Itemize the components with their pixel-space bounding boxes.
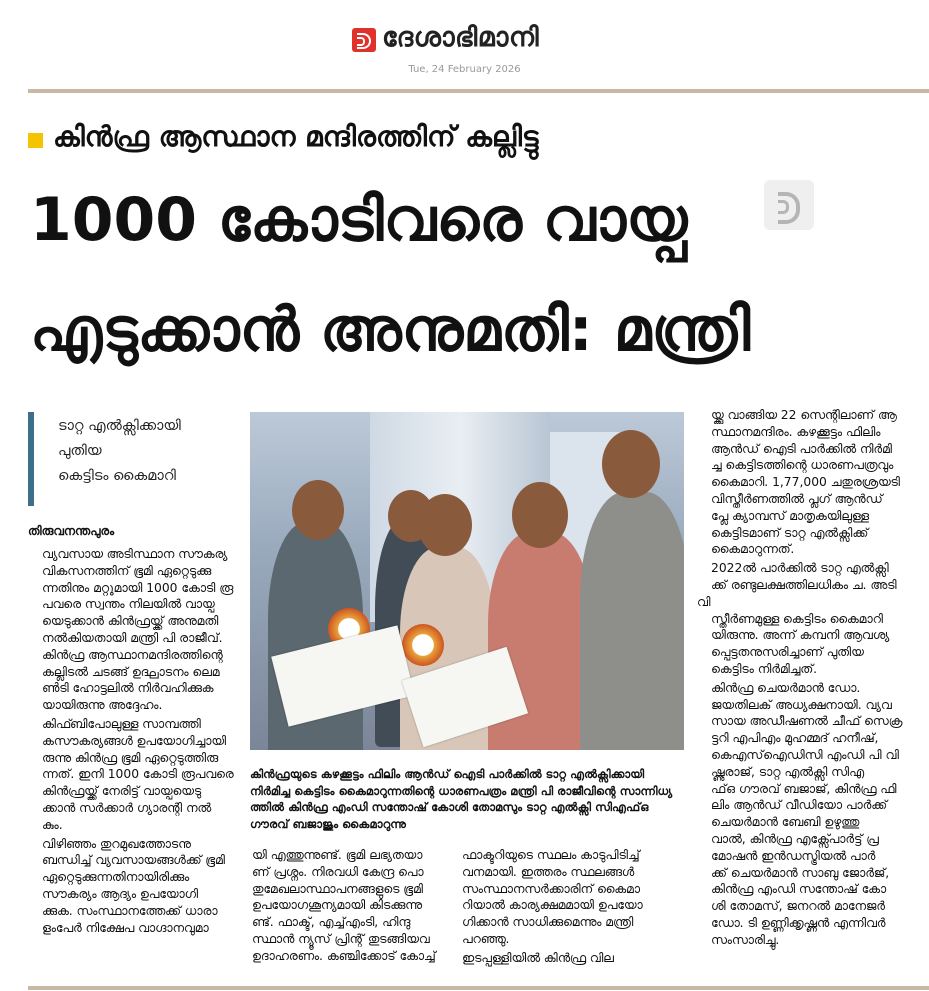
text-line: സംസ്ഥാനസർക്കാരിന് കൈമാ [462,881,640,896]
text-line: കസൗകര്യങ്ങൾ ഉപയോഗിച്ചായി [42,733,227,748]
body-column-3 [448,847,696,969]
photo-person-head [292,480,344,540]
photo-caption [250,766,690,832]
text-line: കിൻഫ്ര എംഡി സന്തോഷ് കോ [711,882,887,897]
text-line: മോഷൻ ഇൻഡസ്ട്രിയൽ പാർ [711,848,876,863]
text-line: ക്ക് രണ്ടുലക്ഷത്തിലധികം ച. അടി വി [697,577,897,609]
text-line: ശി തോമസ്, ജനറൽ മാനേജർ [711,899,885,914]
text-line: ഷ്ണുരാജ്, ടാറ്റ എൽക്സി സിഎ [711,764,864,779]
text-line: യായിരുന്നു അദ്ദേഹം. [42,698,163,713]
body-column-2 [238,847,470,967]
text-line: ഫാക്ടറിയുടെ സ്ഥലം കാടുപിടിച്ച് [462,848,640,862]
text-line: ഗിക്കാൻ സാധിക്കുമെന്നും മന്ത്രി [462,915,634,930]
text-line: നൽകിയതായി മന്ത്രി പി രാജീവ്. [42,630,223,645]
text-line: കെട്ടിടം നിർമിച്ചത്. [711,661,818,676]
article-photo [250,412,684,750]
watermark-logo-icon [764,180,814,230]
text-line: ഫ്ഒ ഗൗരവ് ബജാജ്, കിൻഫ്ര ഫി [711,781,897,796]
text-line: പ്പെട്ടതനുസരിച്ചാണ് പുതിയ [711,645,864,660]
deck-line: പുതിയ [58,443,102,459]
paragraph [448,950,696,967]
body-column-1 [28,546,250,938]
text-line: സ്ഥാനമന്ദിരം. കഴക്കൂട്ടം ഫിലിം [711,424,881,439]
text-line: കെട്ടിടമാണ് ടാറ്റ എൽക്സിക്ക് [711,525,869,540]
text-line: ജയതിലക് അധ്യക്ഷനായി. വ്യവ [711,697,892,712]
text-line: കിൻഫ്ര ചെയർമാൻ ഡോ. [711,680,861,695]
text-line: ൺടി ഹോട്ടലിൽ നിർവഹിക്കുക [42,681,214,696]
text-line: ട്ടറി എപിഎം മുഹമ്മദ് ഹനീഷ്, [711,731,879,746]
text-line: കിൻഫ്ര ആസ്ഥാനമന്ദിരത്തിന്റെ [42,647,223,662]
article-kicker: കിൻഫ്ര ആസ്ഥാന മന്ദിരത്തിന് കല്ലിട്ടു [53,120,539,153]
caption-line: ഗൗരവ് ബജാജും കൈമാറുന്നു [250,816,407,831]
headline-line-1: 1000 കോടിവരെ വായ്പ [30,185,688,255]
photo-person-head [512,482,568,548]
text-line: രുന്നു കിൻഫ്ര ഭൂമി ഏറ്റെടുത്തിരു [42,750,219,765]
text-line: ആൻഡ് ഐടി പാർക്കിൽ നിർമി [711,441,892,456]
kicker-marker-icon [28,133,43,148]
photo-person-head [418,494,472,556]
text-line: വാൽ, കിൻഫ്ര എക്സ്പോർട്ട് പ്ര [711,831,879,846]
text-line: വിഴിഞ്ഞം തുറമുഖത്തോടനു [42,836,191,851]
paragraph [697,407,912,558]
text-line: ന്നത്. ഇനി 1000 കോടി രൂപവരെ [42,767,234,782]
text-line: കൈമാറുന്നത്. [711,542,795,557]
brand-name[interactable]: ദേശാഭിമാനി [382,22,540,53]
text-line: യെടുക്കാൻ കിൻഫ്രയ്ക്ക് അനുമതി [42,614,219,629]
text-line: സ്തീർണമുള്ള കെട്ടിടം കൈമാറി [711,611,883,626]
dateline: തിരുവനന്തപുരം [28,524,115,538]
text-line: 2022ൽ പാർക്കിൽ ടാറ്റ എൽക്സി [711,561,889,576]
text-line: ഏറ്റെടുക്കുന്നതിനായിരിക്കും [42,870,190,885]
article-deck [58,414,243,489]
photo-badge [402,624,444,666]
text-line: കൈമാറി. 1,77,000 ചതുരശ്രയടി [711,475,900,490]
body-column-4 [697,407,912,951]
text-line: സൗകര്യം ആദ്യം ഉപയോഗി [42,886,199,901]
text-line: റിയാൽ കാര്യക്ഷമമായി ഉപയോ [462,898,643,913]
text-line: ക്കാൻ സർക്കാർ ഗ്യാരന്റി നൽ [42,800,212,815]
text-line: ക്കുക. സംസ്ഥാനത്തേക്ക് ധാരാ [42,903,218,918]
text-line: കെഎസ്ഐഡിസി എംഡി പി വി [711,747,899,762]
text-line: കല്ലിടൽ ചടങ്ങ് ഉദ്ഘാടനം ലെമ [42,664,220,679]
deck-line: കെട്ടിടം കൈമാറി [58,468,176,484]
paragraph [28,836,250,937]
deck-accent-bar [28,412,34,506]
caption-line: നിർമിച്ച കെട്ടിടം കൈമാറുന്നതിന്റെ ധാരണപത്രം മന്ത്രി പി രാജീവിന്റെ സാന്നിധ്യ [250,783,673,798]
text-line: പറഞ്ഞു. [462,931,510,946]
text-line: സംസാരിച്ചു. [711,932,780,947]
text-line: ച്ച കെട്ടിടത്തിന്റെ ധാരണപത്രവും [711,458,894,473]
text-line: കും. [42,817,63,832]
text-line: ഉദാഹരണം. കഞ്ചിക്കോട് കോച്ച് [252,948,436,963]
text-line: വികസനത്തിന് ഭൂമി ഏറ്റെടുക്കു [42,563,212,578]
text-line: ണ് പ്രശ്നം. നിരവധി കേന്ദ്ര പൊ [252,864,424,879]
text-line: ഉപയോഗശൂന്യമായി കിടക്കുന്നു [252,898,422,913]
text-line: ചെയർമാൻ ബേബി ഉഴുത്തു [711,815,860,830]
photo-person [580,492,684,750]
text-line: ലിം ആൻഡ് വീഡിയോ പാർക്ക് [711,798,888,813]
caption-line: ത്തിൽ കിൻഫ്ര എംഡി സന്തോഷ് കോശി തോമസും ടാറ്റ എൽക്സി സിഎഫ്ഒ [250,800,649,814]
text-line: ഇടപ്പള്ളിയിൽ കിൻഫ്ര വില [462,950,614,965]
paragraph [448,847,696,948]
text-line: വിസ്തീർണത്തിൽ പ്ലഗ് ആൻഡ് [711,491,883,506]
text-line: വനമായി. ഇത്തരം സ്ഥലങ്ങൾ [462,864,635,879]
text-line: പവരെ സ്വന്തം നിലയിൽ വായ്പ [42,597,215,612]
text-line: ക്ക് ചെയർമാൻ സാബു ജോർജ്, [711,865,890,880]
paragraph [28,716,250,834]
text-line: കിഫ്ബിപോലുള്ള സാമ്പത്തി [42,716,201,731]
text-line: വ്യവസായ അടിസ്ഥാന സൗകര്യ [42,547,228,561]
text-line: ഡോ. ടി ഉണ്ണിക്കൃഷ്ണൻ എന്നിവർ [711,915,886,930]
text-line: ന്നതിനും മറ്റുമായി 1000 കോടി രൂ [42,580,234,595]
deck-line: ടാറ്റ എൽക്സിക്കായി [58,418,181,434]
text-line: ളംപേർ നിക്ഷേപ വാഗ്ദാനവുമാ [42,920,209,935]
text-line: സായ അഡീഷണൽ ചീഫ് സെക്ര [711,714,903,729]
brand-logo-icon[interactable] [352,28,376,52]
paragraph [28,546,250,714]
text-line: പ്ലേ ക്യാമ്പസ് മാതൃകയിലുള്ള [711,508,869,523]
text-line: ബന്ധിച്ച് വ്യവസായങ്ങൾക്ക് ഭൂമി [42,853,225,868]
top-divider [28,89,929,93]
bottom-divider [28,986,929,990]
headline-line-2: എടുക്കാൻ അനുമതി: മന്ത്രി [30,295,751,365]
caption-line: കിൻഫ്രയുടെ കഴക്കൂട്ടം ഫിലിം ആൻഡ് ഐടി പാർക്കിൽ ടാറ്റ എൽക്സിക്കായി [250,767,645,781]
text-line: യിരുന്നു. അന്ന് കമ്പനി ആവശ്യ [711,628,890,643]
paragraph [697,680,912,949]
photo-person-head [602,430,660,498]
paragraph [238,847,470,965]
publication-date: Tue, 24 February 2026 [408,64,521,75]
text-line: തുമേഖലാസ്ഥാപനങ്ങളുടെ ഭൂമി [252,881,423,896]
text-line: ണ്ട്. ഫാക്ട്, എച്ച്എംടി, ഹിന്ദു [252,915,411,930]
text-line: കിൻഫ്രയ്ക്ക് നേരിട്ട് വായ്പയെടു [42,784,202,799]
masthead [0,0,929,92]
text-line: സ്ഥാൻ ന്യൂസ് പ്രിന്റ് തുടങ്ങിയവ [252,931,430,946]
paragraph [697,560,912,678]
text-line: യ്ക്കു വാങ്ങിയ 22 സെന്റിലാണ് ആ [711,408,897,422]
text-line: യി എത്തുന്നുണ്ട്. ഭൂമി ലഭ്യതയാ [252,848,423,862]
